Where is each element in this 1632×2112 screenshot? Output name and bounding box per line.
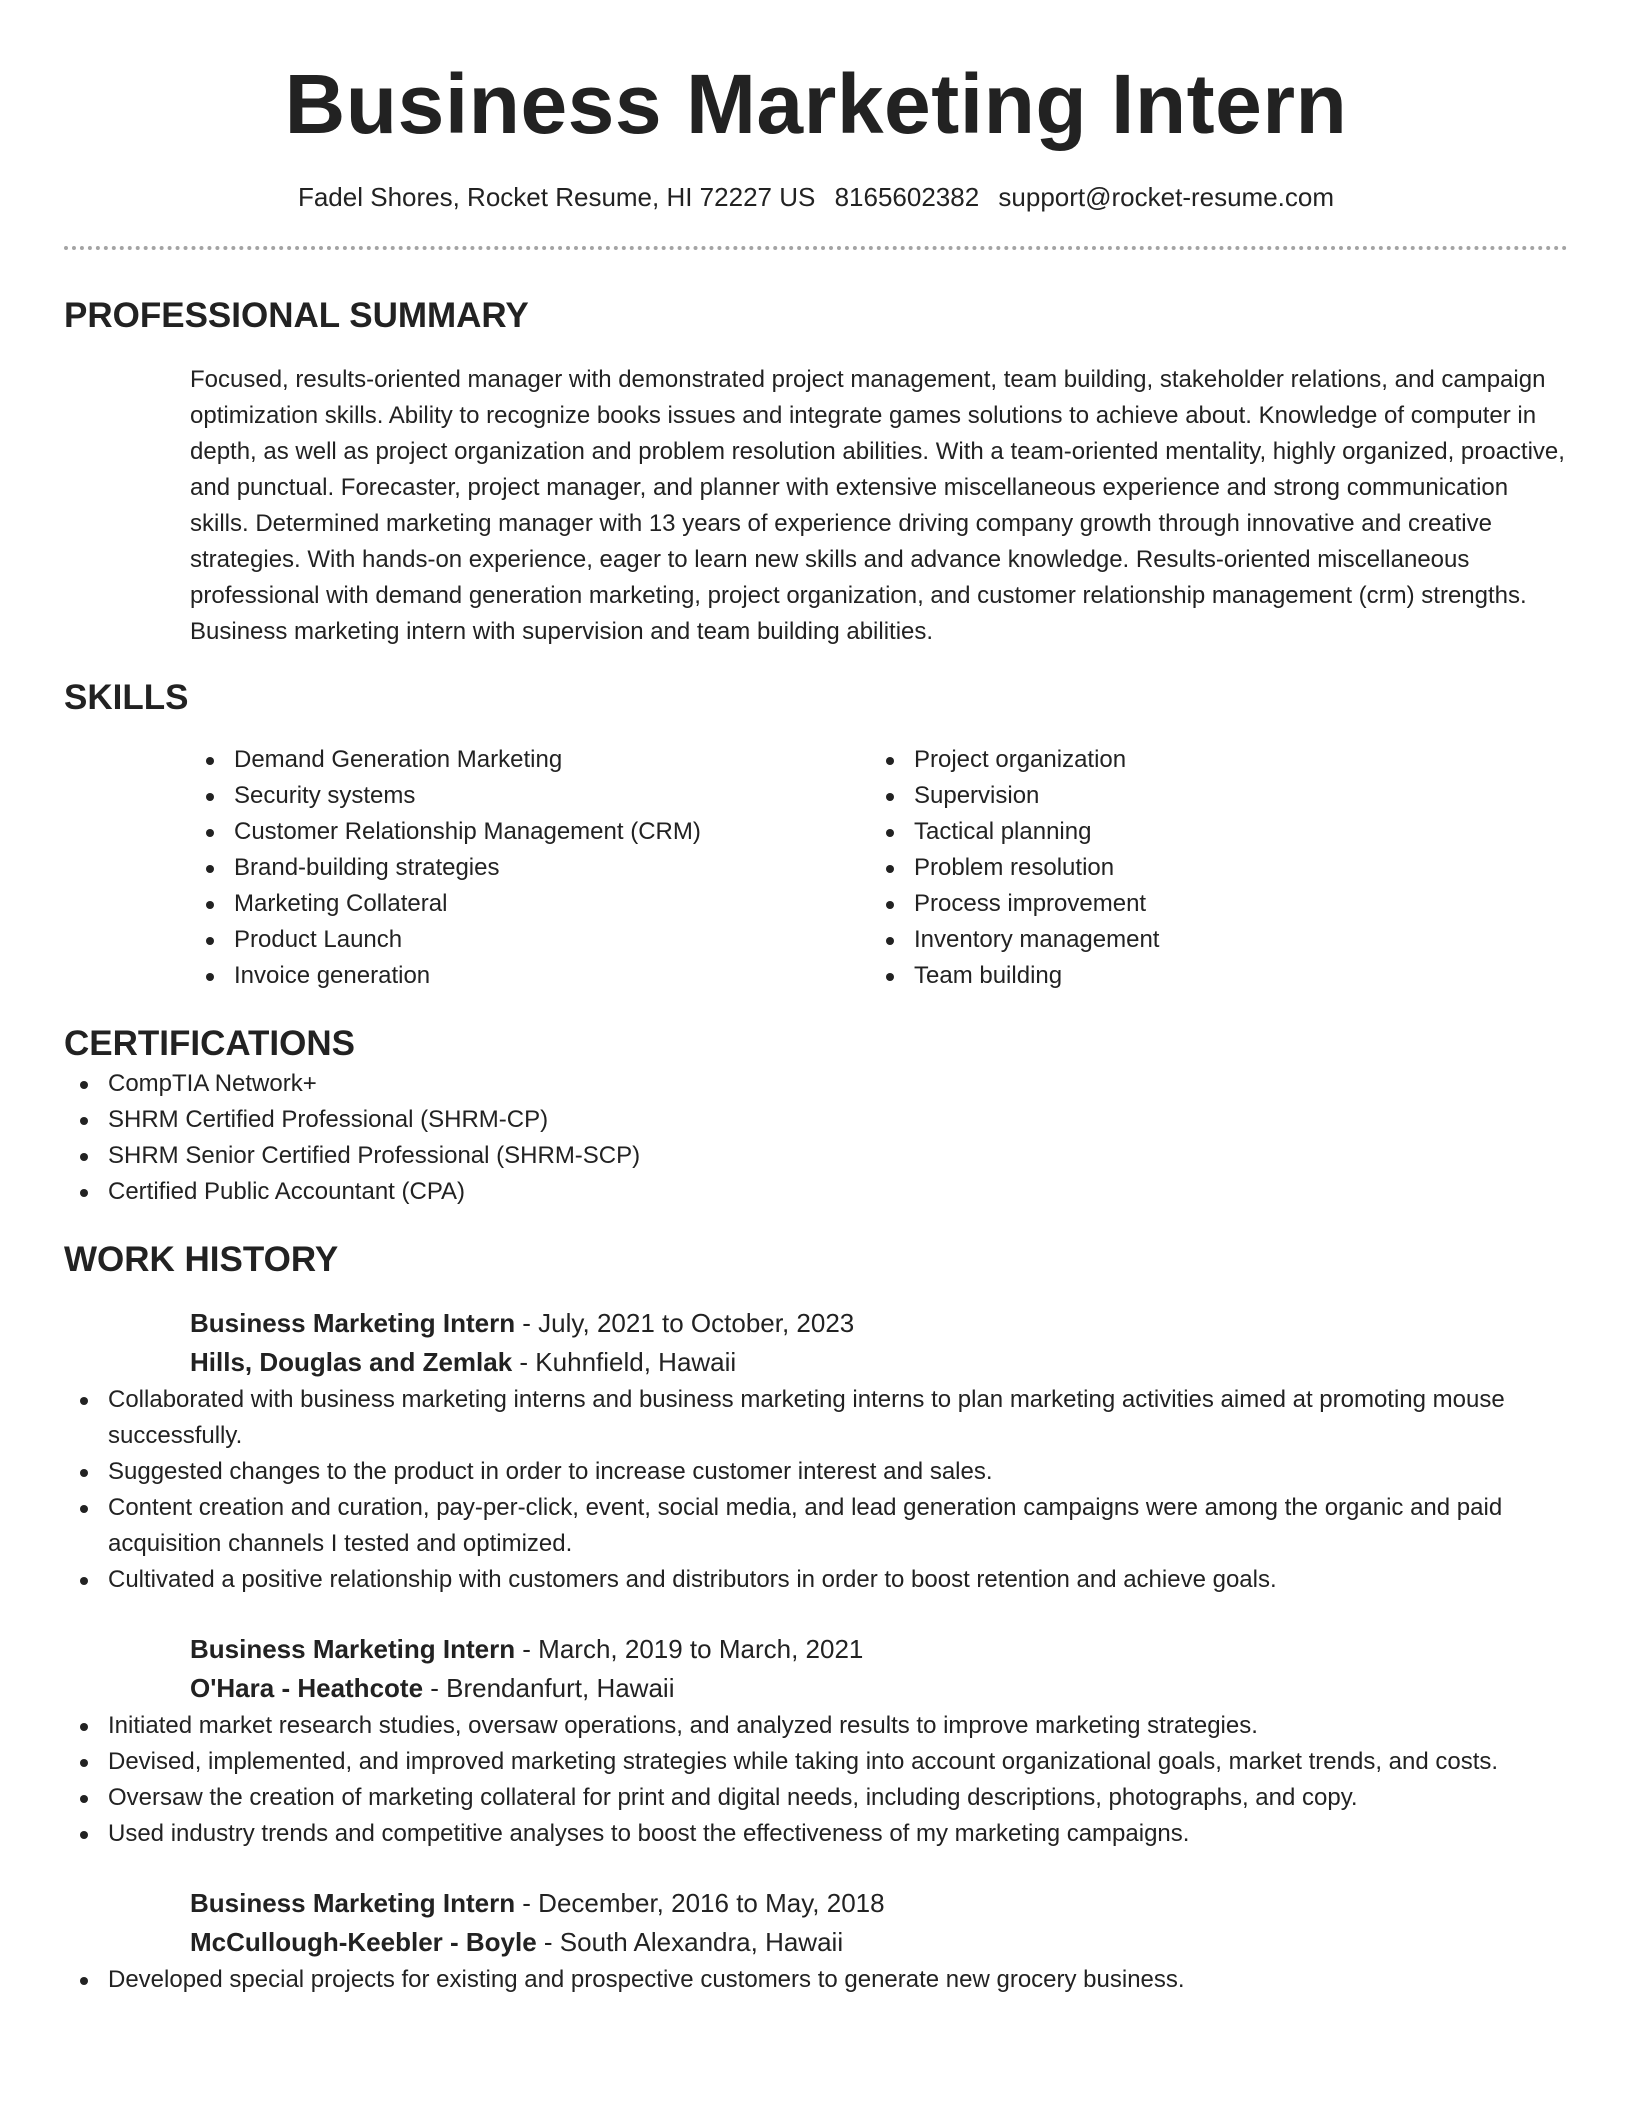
skills-column-right (870, 742, 1550, 994)
job-dates: - December, 2016 to May, 2018 (515, 1888, 885, 1918)
skills-list-right (870, 742, 1550, 994)
job-company-line (190, 1343, 1568, 1382)
job-company: McCullough-Keebler - Boyle (190, 1927, 537, 1957)
skill-item: Supervision (870, 778, 1550, 814)
skill-item: Team building (870, 958, 1550, 994)
job-company: Hills, Douglas and Zemlak (190, 1347, 513, 1377)
skill-item: Product Launch (190, 922, 870, 958)
job-entry (64, 1304, 1568, 1598)
skills-columns (190, 742, 1568, 994)
jobs-list (64, 1304, 1568, 1998)
job-bullet: Developed special projects for existing and prospective customers to generate new grocery business. (64, 1962, 1568, 1998)
skill-item: Inventory management (870, 922, 1550, 958)
certifications-section (64, 1022, 1568, 1210)
skill-item: Demand Generation Marketing (190, 742, 870, 778)
contact-email: support@rocket-resume.com (998, 182, 1335, 212)
skill-item: Customer Relationship Management (CRM) (190, 814, 870, 850)
job-location: - Kuhnfield, Hawaii (512, 1347, 737, 1377)
job-bullet: Used industry trends and competitive analyses to boost the effectiveness of my marketing campaigns. (64, 1816, 1568, 1852)
job-bullet: Oversaw the creation of marketing collateral for print and digital needs, including descriptions, photographs, and copy. (64, 1780, 1568, 1816)
summary-text: Focused, results-oriented manager with demonstrated project management, team building, stakeholder relations, and campaign optimization skills. Ability to recognize books issues and integrate games solutions to achieve about. Knowledge of computer in depth, as well as project organization and problem resolution abilities. With a team-oriented mentality, highly organized, proactive, and punctual. Forecaster, project manager, and planner with extensive miscellaneous experience and strong communication skills. Determined marketing manager with 13 years of experience driving company growth through innovative and creative strategies. With hands-on experience, eager to learn new skills and advance knowledge. Results-oriented miscellaneous professional with demand generation marketing, project organization, and customer relationship management (crm) strengths. Business marketing intern with supervision and team building abilities. (190, 366, 1565, 645)
job-location: - Brendanfurt, Hawaii (423, 1673, 675, 1703)
certification-item: Certified Public Accountant (CPA) (64, 1174, 1568, 1210)
job-bullets (64, 1962, 1568, 1998)
job-title-line (190, 1884, 1568, 1923)
certifications-heading: CERTIFICATIONS (64, 1024, 356, 1063)
job-bullet: Content creation and curation, pay-per-click, event, social media, and lead generation campaigns were among the organic and paid acquisition channels I tested and optimized. (64, 1490, 1568, 1562)
job-location: - South Alexandra, Hawaii (536, 1927, 844, 1957)
skills-column-left (190, 742, 870, 994)
contact-address: Fadel Shores, Rocket Resume, HI 72227 US (297, 182, 816, 212)
resume-name: Business Marketing Intern (284, 57, 1348, 151)
job-bullet: Devised, implemented, and improved marketing strategies while taking into account organizational goals, market trends, and costs. (64, 1744, 1568, 1780)
summary-heading: PROFESSIONAL SUMMARY (64, 296, 529, 335)
skills-heading: SKILLS (64, 678, 189, 717)
job-title: Business Marketing Intern (190, 1888, 516, 1918)
skill-item: Invoice generation (190, 958, 870, 994)
job-title: Business Marketing Intern (190, 1634, 516, 1664)
job-bullet: Suggested changes to the product in order to increase customer interest and sales. (64, 1454, 1568, 1490)
summary-section (64, 294, 1568, 650)
certification-item: SHRM Certified Professional (SHRM-CP) (64, 1102, 1568, 1138)
work-history-heading: WORK HISTORY (64, 1240, 339, 1279)
job-entry (64, 1630, 1568, 1852)
job-company-line (190, 1669, 1568, 1708)
skill-item: Security systems (190, 778, 870, 814)
skill-item: Tactical planning (870, 814, 1550, 850)
certifications-list (64, 1066, 1568, 1210)
job-company: O'Hara - Heathcote (190, 1673, 424, 1703)
job-bullet: Collaborated with business marketing interns and business marketing interns to plan marketing activities aimed at promoting mouse successfully. (64, 1382, 1568, 1454)
header-divider (64, 246, 1568, 250)
job-title-line (190, 1630, 1568, 1669)
job-bullets (64, 1382, 1568, 1598)
job-title-line (190, 1304, 1568, 1343)
skill-item: Marketing Collateral (190, 886, 870, 922)
skill-item: Project organization (870, 742, 1550, 778)
resume-page (64, 0, 1568, 1998)
contact-line (64, 180, 1568, 214)
job-dates: - March, 2019 to March, 2021 (515, 1634, 864, 1664)
job-company-line (190, 1923, 1568, 1962)
contact-phone: 8165602382 (834, 182, 980, 212)
job-entry (64, 1884, 1568, 1998)
job-bullets (64, 1708, 1568, 1852)
skill-item: Process improvement (870, 886, 1550, 922)
job-dates: - July, 2021 to October, 2023 (515, 1308, 855, 1338)
certification-item: SHRM Senior Certified Professional (SHRM-SCP) (64, 1138, 1568, 1174)
skills-section (64, 676, 1568, 994)
job-title: Business Marketing Intern (190, 1308, 516, 1338)
job-bullet: Initiated market research studies, oversaw operations, and analyzed results to improve marketing strategies. (64, 1708, 1568, 1744)
job-bullet: Cultivated a positive relationship with customers and distributors in order to boost retention and achieve goals. (64, 1562, 1568, 1598)
work-history-section (64, 1238, 1568, 1998)
certification-item: CompTIA Network+ (64, 1066, 1568, 1102)
skill-item: Problem resolution (870, 850, 1550, 886)
skill-item: Brand-building strategies (190, 850, 870, 886)
skills-list-left (190, 742, 870, 994)
